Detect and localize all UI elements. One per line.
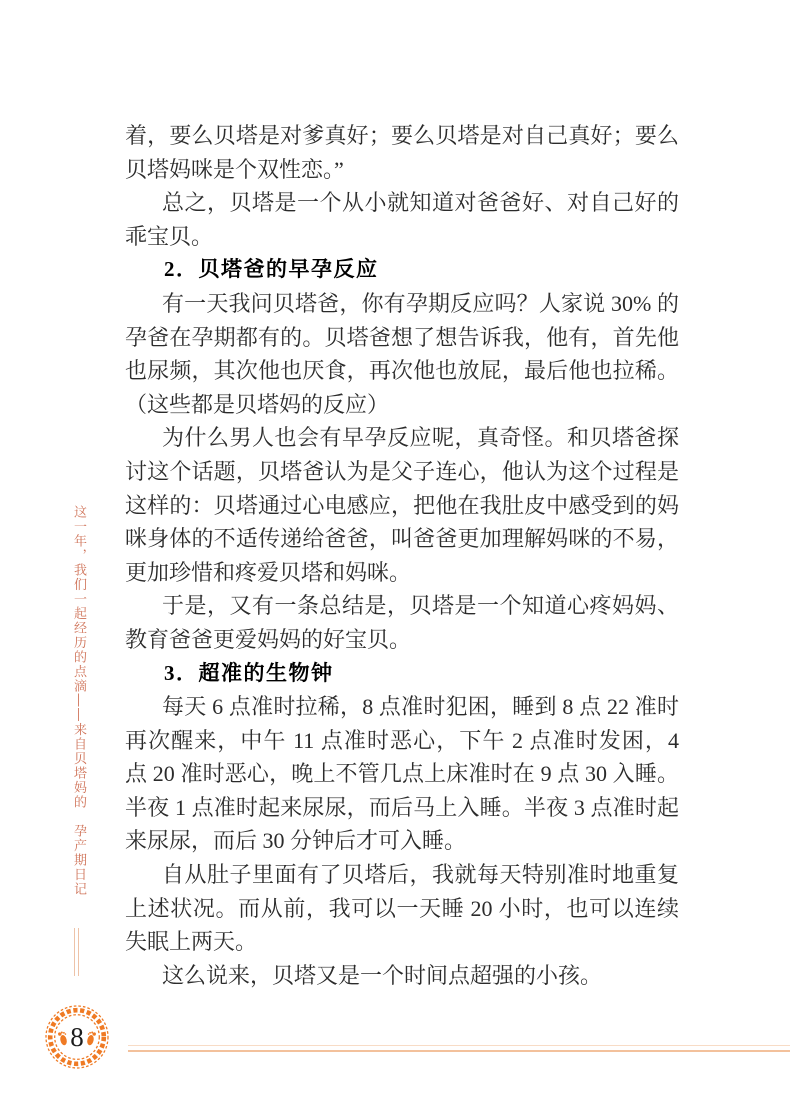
body-paragraph: 着，要么贝塔是对爹真好；要么贝塔是对自己真好；要么贝塔妈咪是个双性恋。”: [125, 123, 679, 182]
body-paragraph: 总之，贝塔是一个从小就知道对爸爸好、对自己好的乖宝贝。: [125, 190, 679, 249]
page-number-badge: [44, 1004, 110, 1070]
sidebar-tagline: 这一年，我们一起经历的点滴——来自贝塔妈的 孕产期日记: [72, 505, 87, 897]
body-paragraph: 这么说来，贝塔又是一个时间点超强的小孩。: [162, 962, 603, 988]
page-number: 8: [70, 1022, 84, 1052]
body-paragraph: 自从肚子里面有了贝塔后，我就每天特别准时地重复上述状况。而从前，我可以一天睡 20 小时，也可以连续失眠上两天。: [125, 862, 679, 955]
footer-rule-line-top: [128, 1045, 790, 1046]
left-footprint-icon: [58, 1031, 69, 1047]
page-body-text: [125, 119, 679, 992]
footer-rule-line-bottom: [128, 1050, 790, 1052]
body-paragraph: 于是，又有一条总结是，贝塔是一个知道心疼妈妈、教育爸爸更爱妈妈的好宝贝。: [125, 593, 679, 652]
section-heading: 2．贝塔爸的早孕反应: [164, 257, 379, 282]
body-paragraph: 有一天我问贝塔爸，你有孕期反应吗？人家说 30% 的孕爸在孕期都有的。贝塔爸想了想告诉我，他有，首先他也尿频，其次他也厌食，再次他也放屁，最后他也拉稀。（这些都是贝塔妈的反应）: [125, 290, 679, 417]
body-paragraph: 每天 6 点准时拉稀，8 点准时犯困，睡到 8 点 22 准时再次醒来，中午 11 点准时恶心，下午 2 点准时发困，4 点 20 准时恶心，晚上不管几点上床准时在 9 点 30 入睡。半夜 1 点准时起来尿尿，而后马上入睡。半夜 3 点准时起来尿尿，而后 30 分钟后才可入睡。: [125, 694, 679, 854]
footer-rule: [128, 1045, 790, 1052]
section-heading: 3．超准的生物钟: [164, 660, 334, 685]
right-footprint-icon: [85, 1031, 96, 1047]
sidebar-divider: [74, 928, 79, 976]
body-paragraph: 为什么男人也会有早孕反应呢，真奇怪。和贝塔爸探讨这个话题，贝塔爸认为是父子连心，他认为这个过程是这样的：贝塔通过心电感应，把他在我肚皮中感受到的妈咪身体的不适传递给爸爸，叫爸爸更加理解妈咪的不易，更加珍惜和疼爱贝塔和妈咪。: [125, 425, 679, 585]
